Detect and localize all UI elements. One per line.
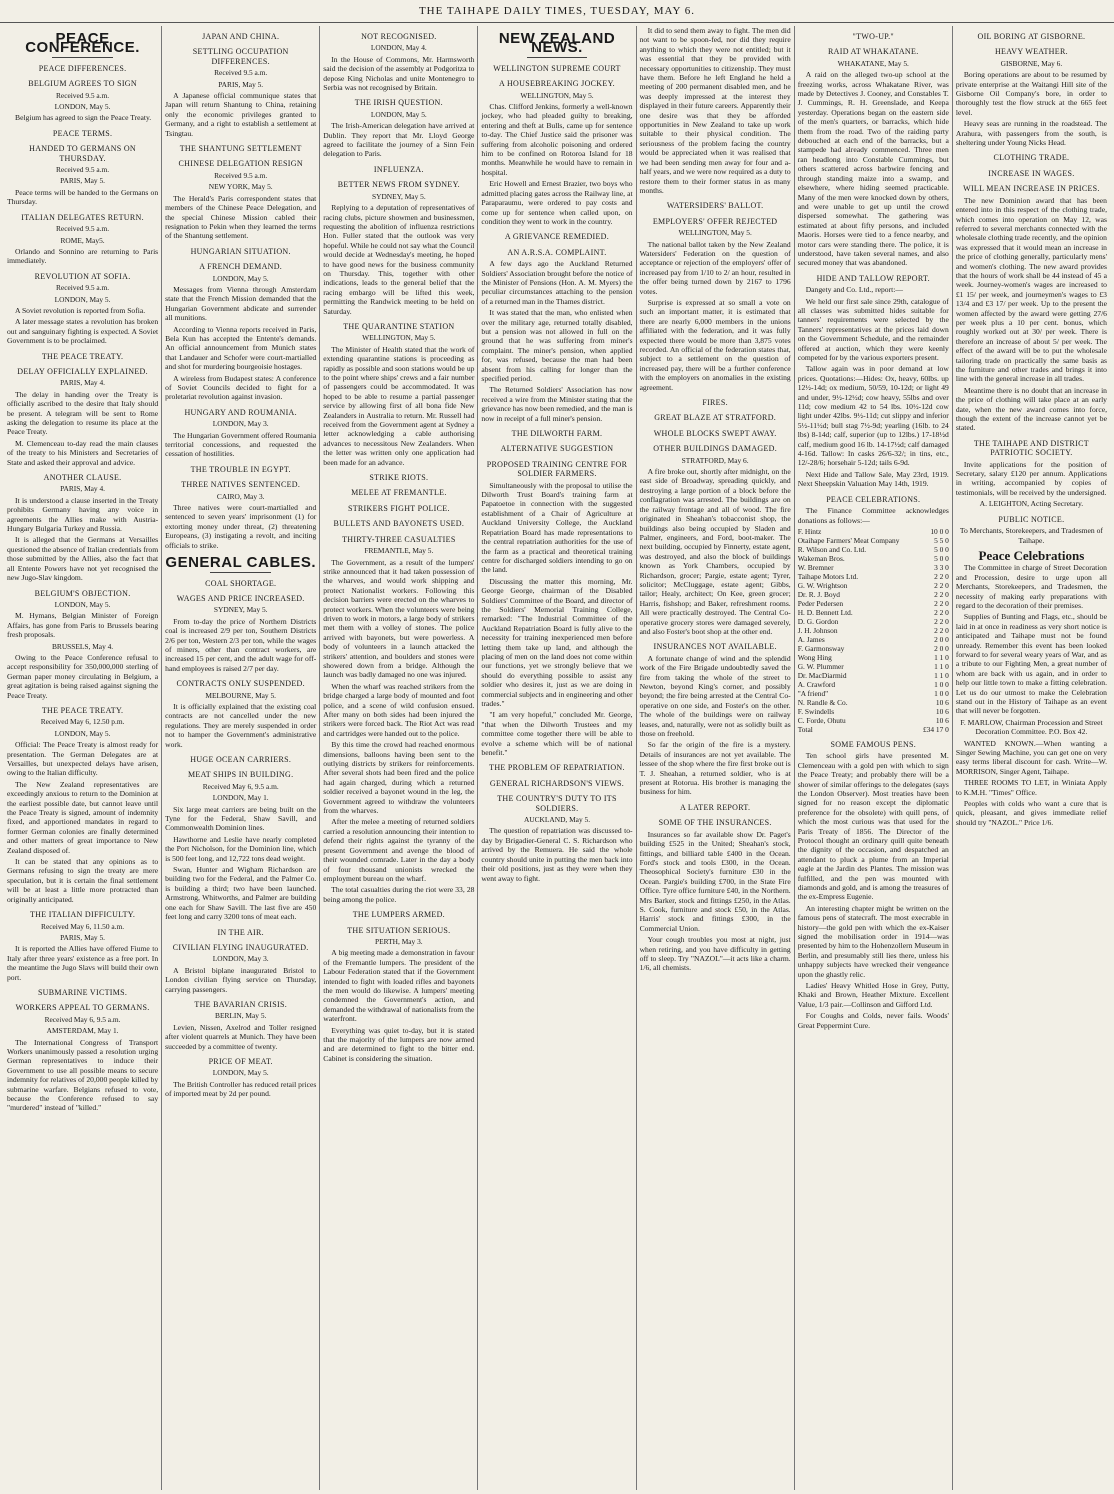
article-headline: GENERAL RICHARDSON'S VIEWS. bbox=[489, 778, 625, 788]
article-headline: HUNGARIAN SITUATION. bbox=[190, 246, 291, 256]
article-paragraph: Ten school girls have presented M. Clemenceau with a gold pen with which to sign the Peace Treaty; and probably there will be a shower of similar offerings to the delegates (says the London Observer). Most treaties have been signed for no reason except the diplomatic preference for the obsolete) with quill pens, of which the most curious was that used for the Paris Treaty of 1856. The Director of the Protocol thought an ordinary quill quite beneath the dignity of the occasion, and despatched an attendant to pluck a plume from an Imperial eagle at the Jardin des Plantes. The mission was fulfilled, and the pen was mounted with diamonds and gold, and is among the treasures of the ex-Empress Eugenie. bbox=[797, 751, 949, 902]
donor-name: N. Randle & Co. bbox=[797, 697, 848, 707]
article-paragraph: Eric Howell and Ernest Brazier, two boys who admitted placing gates across the Railway line, at Paraparaumu, were ordered to pay costs and come up for sentence when called upon, on condition they went to work in the country. bbox=[481, 179, 633, 226]
article-paragraph: Simultaneously with the proposal to utilise the Dilworth Trust Board's training farm at Papatoetoe in connection with the suggested establishment of a Chair of Agriculture at Auckland University College, the Auckland Repatriation Board has made representations to the central repatriation authorities for the use of the farm as a practical and theoretical training centre for discharged soldiers intending to go on the land. bbox=[481, 480, 633, 575]
article-paragraph: A wireless from Budapest states: A conference of Soviet Councils decided to fight for a proletariat revolution against invasion. bbox=[165, 373, 317, 402]
article-paragraph: The Committee in charge of Street Decoration and Procession, desire to urge upon all Merchants, Storekeepers, and Tradesmen, the necessity of making early preparations with regard to the decoration of their premises. bbox=[955, 563, 1107, 610]
table-row bbox=[798, 572, 949, 581]
article-headline: THE ITALIAN DIFFICULTY. bbox=[29, 910, 136, 920]
donor-name: Wakeman Bros. bbox=[797, 553, 845, 563]
article-paragraph: The Hungarian Government offered Roumania territorial concessions, and requested the cessation of hostilities. bbox=[165, 430, 317, 459]
article-paragraph: From to-day the price of Northern Districts coal is increased 2/9 per ton, Southern Districts 2/6 per ton, Western 2/3 per ton, while the wages of miners, other than contract workers, are increased 15 per cent, and the adult wage for off-hand employees is raised 2/7 per day. bbox=[165, 616, 317, 673]
article-headline: SOME FAMOUS PENS. bbox=[830, 739, 917, 749]
article-headline: STRIKERS FIGHT POLICE. bbox=[347, 503, 450, 513]
article-paragraph: Levien, Nissen, Axelrod and Toller resigned after violent quarrels at Munich. They have been succeeded by a committee of twenty. bbox=[165, 1022, 317, 1051]
article-paragraph: M. Clemenceau to-day read the main clauses of the treaty to his Ministers and Secretaries of State and asked their approval and advice. bbox=[7, 438, 159, 467]
dateline: WELLINGTON, May 5. bbox=[362, 333, 436, 343]
article-headline: THIRTY-THREE CASUALTIES bbox=[342, 534, 456, 544]
article-paragraph: Belgium has agreed to sign the Peace Treaty. bbox=[15, 113, 152, 123]
masthead: THE TAIHAPE DAILY TIMES, TUESDAY, MAY 6. bbox=[0, 0, 1114, 23]
dateline: PARIS, May 4. bbox=[60, 378, 106, 388]
donor-name: Peder Pedersen bbox=[797, 598, 844, 608]
article-paragraph: It did to send them away to fight. The men did not want to be spoon-fed, nor did they require anything to which they were not entitled; but it was essential that they be provided with necessary opportunities to citizenship. They must have them. Before he left England he held a meeting of 200 permanent disabled men, and he was deeply impressed at the interest they displayed in their future careers. Apparently their one desire was that they be afforded opportunities in New Zealand to take up work suitable to their physical condition. The seriousness of the problem facing the country would be appreciated when it was realised that we had been sending men away for four and a-half years, and we were now required as a duty to restore them to their former status in as many months. bbox=[639, 26, 791, 195]
dateline: ROME, May5. bbox=[60, 235, 105, 245]
donation-amount: 1 1 0 bbox=[934, 652, 949, 662]
article-headline: WHOLE BLOCKS SWEPT AWAY. bbox=[653, 428, 777, 438]
article-headline: HUGE OCEAN CARRIERS. bbox=[190, 755, 292, 764]
article-paragraph: Meantime there is no doubt that an increase in the price of clothing will take place at an early date, when the new award comes into force, though the extent of the increase cannot yet be stated. bbox=[955, 385, 1107, 433]
article-headline: RAID AT WHAKATANE. bbox=[828, 47, 919, 57]
table-row bbox=[798, 689, 949, 698]
article-paragraph: A fortunate change of wind and the splendid work of the Fire Brigade undoubtedly saved the fire from taking the whole of the street to Newton, beyond King's corner, and possibly beyond; the fire being arrested at the Central Co-operative on one side, and Foster's on the other. The whole of the buildings were on railway leases, and, naturally, were not as solidly built as those on freehold. bbox=[639, 653, 791, 739]
dateline: LONDON, May 5. bbox=[370, 109, 427, 119]
article-headline: WELLINGTON SUPREME COURT bbox=[493, 63, 621, 73]
donation-amount: 2 2 0 bbox=[934, 571, 949, 581]
article-paragraph: When the wharf was reached strikers from the bridge charged a large body of mounted and foot police, and a scene of wild confusion ensued. After many on both sides had been injured the strikers were forced back. The Riot Act was read and cartridges were handed out to the police. bbox=[323, 681, 475, 738]
dateline: Received May 6, 12.50 p.m. bbox=[40, 717, 125, 727]
table-row bbox=[798, 707, 949, 716]
notice-text: F. MARLOW, Chairman Procession and Street Decoration Committee. P.O. Box 42. bbox=[960, 717, 1103, 737]
article-paragraph: It is reported the Allies have offered Fiume to Italy after three years' existence as a free port. In the meantime the Jugo Slavs will build their own port. bbox=[7, 944, 159, 982]
table-row bbox=[798, 536, 949, 545]
article-headline: CONTRACTS ONLY SUSPENDED. bbox=[176, 679, 305, 689]
dateline: LONDON, May 5. bbox=[54, 728, 111, 738]
article-paragraph: It is alleged that the Germans at Versailles questioned the absence of Italian credentials from those submitted by the Allies, also the fact that all Entente Powers have not yet recognised the new Jugo-Slav kingdom. bbox=[7, 535, 159, 583]
article-headline: PEACE DIFFERENCES. bbox=[38, 63, 127, 73]
article-paragraph: It can be stated that any opinions as to Germans refusing to sign the treaty are mere speculation, but it is certain the final settlement will be at least a little more protracted than originally anticipated. bbox=[7, 857, 159, 904]
donation-amount: 2 2 0 bbox=[934, 616, 949, 626]
article-paragraph: Orlando and Sonnino are returning to Paris immediately. bbox=[7, 246, 159, 266]
article-paragraph: A big meeting made a demonstration in favour of the Fremantle lumpers. The president of the Labour Federation stated that if the Government intended to fight with loaded rifles and bayonets the men would do likewise. A lumpers' meeting condemned the Government's action, and demanded the withdrawal of nationalists from the waterfront. bbox=[323, 948, 475, 1024]
article-paragraph: A fire broke out, shortly after midnight, on the east side of Broadway, spreading quickly, and destroying a large portion of a block before the conflagration was arrested. The buildings are on the railway frontage and all of wood. The fire originated in Sheahan's tobacconist shop, the buildings also being occupied by Sladen and Palmer, engineers, and Ford, boot-maker. The next building, occupied by Finnerty, estate agent, was destroyed, and also the block of buildings known as York Chambers, occupied by Richardson, grocer; Pargie, estate agent; Tyrer, solicitor; McCluggage, estate agent; Gibbs, tailor; Healy, architect; On Kee, green grocer; Harris, fishshop; and Baker, refreshment rooms. All were practically destroyed. The Central Co-operative grocery stores were damaged severely, and also Foster's boot shop at the other end. bbox=[639, 467, 791, 636]
dateline: WELLINGTON, May 5. bbox=[678, 228, 752, 238]
section-masthead-heading: PEACE CONFERENCE. bbox=[25, 30, 140, 57]
dateline: LONDON, May 5. bbox=[54, 102, 111, 112]
article-headline: THE DILWORTH FARM. bbox=[511, 429, 603, 439]
donation-amount: 1 0 0 bbox=[934, 688, 949, 698]
article-headline: STRIKE RIOTS. bbox=[369, 473, 429, 483]
article-headline: IN THE AIR. bbox=[217, 927, 264, 937]
article-headline: OTHER BUILDINGS DAMAGED. bbox=[653, 444, 778, 454]
dateline: AMSTERDAM, May 1. bbox=[46, 1026, 119, 1036]
article-headline: THE SHANTUNG SETTLEMENT bbox=[179, 144, 302, 154]
divider bbox=[527, 57, 587, 58]
donation-amount: 3 3 0 bbox=[934, 562, 949, 572]
article-paragraph: Dangety and Co. Ltd., report:— bbox=[805, 285, 903, 295]
table-row bbox=[798, 671, 949, 680]
article-headline: MELEE AT FREMANTLE. bbox=[351, 488, 447, 498]
notice-text: A. LEIGHTON, Acting Secretary. bbox=[979, 499, 1084, 509]
donation-amount: 2 2 0 bbox=[934, 589, 949, 599]
article-headline: A FRENCH DEMAND. bbox=[199, 262, 283, 272]
article-headline: FIRES. bbox=[702, 398, 728, 408]
article-headline: THREE NATIVES SENTENCED. bbox=[181, 480, 301, 490]
article-headline: PEACE TERMS. bbox=[52, 128, 113, 138]
divider bbox=[52, 57, 112, 58]
article-paragraph: Your cough troubles you most at night, just when retiring, and you have difficulty in getting off to sleep. Try "NAZOL"—it acts like a charm. 1/6, all chemists. bbox=[639, 935, 791, 973]
article-headline: THE BAVARIAN CRISIS. bbox=[194, 999, 288, 1009]
article-headline: WATERSIDERS' BALLOT. bbox=[666, 201, 764, 211]
dateline: LONDON, May 5. bbox=[54, 294, 111, 304]
article-headline: BULLETS AND BAYONETS USED. bbox=[333, 519, 465, 529]
dateline: Received May 6, 11.50 a.m. bbox=[41, 921, 125, 931]
donation-amount: 2 2 0 bbox=[934, 580, 949, 590]
column-1 bbox=[4, 26, 162, 1490]
table-row bbox=[798, 617, 949, 626]
article-headline: THE TAIHAPE AND DISTRICT PATRIOTIC SOCIETY. bbox=[973, 438, 1089, 458]
donation-amount: 5 0 0 bbox=[934, 544, 949, 554]
donor-name: Dr. MacDiarmid bbox=[797, 670, 847, 680]
article-paragraph: We held our first sale since 29th, catalogue of all classes was submitted hides suitable for tanners' requirements were selected by the Tanners' representatives at the prices laid down on the Government Schedule, and the remainder offered at auction, which they were keenly competed for by the various exporters present. bbox=[797, 296, 949, 362]
table-row bbox=[798, 590, 949, 599]
article-paragraph: A Japanese official communique states that Japan will return Shantung to China, retaining only the economic privileges granted to Germany, and a right to establish a settlement at Tsingtau. bbox=[165, 91, 317, 138]
article-headline: "TWO-UP." bbox=[852, 32, 894, 41]
article-headline: ITALIAN DELEGATES RETURN. bbox=[21, 212, 144, 222]
advert-title: Peace Celebrations bbox=[978, 547, 1085, 563]
article-paragraph: Invite applications for the position of Secretary, salary £120 per annum. Applications in writing, accompanied by copies of testimonials, will be received by the undersigned. bbox=[955, 459, 1107, 497]
donation-amount: 2 2 0 bbox=[934, 625, 949, 635]
article-headline: ANOTHER CLAUSE. bbox=[43, 473, 122, 483]
article-headline: WILL MEAN INCREASE IN PRICES. bbox=[963, 184, 1100, 194]
article-headline: NOT RECOGNISED. bbox=[361, 32, 437, 41]
article-headline: THE PEACE TREATY. bbox=[41, 705, 124, 715]
donation-amount: 5 0 0 bbox=[934, 553, 949, 563]
article-paragraph: Peoples with colds who want a cure that is quick, pleasant, and gives immediate relief should try "NAZOL." Price 1/6. bbox=[955, 799, 1107, 827]
article-paragraph: A Bristol biplane inaugurated Bristol to London civilian flying service on Thursday, carrying passengers. bbox=[165, 965, 317, 994]
article-headline: MEAT SHIPS IN BUILDING. bbox=[187, 770, 294, 780]
article-headline: INCREASE IN WAGES. bbox=[988, 168, 1075, 178]
donor-name: J. H. Johnson bbox=[797, 625, 838, 635]
dateline: BERLIN, May 5. bbox=[215, 1011, 267, 1021]
article-paragraph: Ladies' Heavy Whitled Hose in Grey, Putty, Khaki and Brown, Heather Mixture. Excellent Value, 1/3 pair.—Collinson and Gifford Ltd. bbox=[797, 981, 949, 1009]
article-paragraph: The Finance Committee acknowledges donations as follows:— bbox=[797, 506, 949, 525]
article-paragraph: Peace terms will be handed to the Germans on Thursday. bbox=[7, 187, 159, 207]
article-headline: WAGES AND PRICE INCREASED. bbox=[176, 593, 305, 603]
donor-name: Wong Hing bbox=[797, 652, 832, 662]
article-headline: HEAVY WEATHER. bbox=[994, 47, 1068, 57]
article-headline: ALTERNATIVE SUGGESTION bbox=[500, 444, 614, 454]
dateline: MELBOURNE, May 5. bbox=[205, 690, 277, 700]
article-paragraph: Owing to the Peace Conference refusal to accept responsibility for 350,000,000 sterling of German paper money circulating in Belgium, a great agitation is being raised against signing the Peace Treaty. bbox=[7, 652, 159, 700]
donor-name: G. W. Wrightson bbox=[797, 580, 848, 590]
article-paragraph: The new Dominion award that has been entered into in this respect of the clothing trade, which comes into operation on May 12, was referred to several merchants connected with the wholesale clothing trade recently, and the opinion was expressed that it would mean an increase in the price of clothing generally, particularly mens' and women's clothing. The new award provides that the hours of work shall be 44 instead of 45 a week. Journey-women's wages are increased to £1 15/ per week, and journeymen's wages to £3 13/4 and £3 17/ per week. Up to the present the women affected by the award were getting 27/6 per week plus a 10 per cent. bonus, which roughly worked out at 30/ per week. There is therefore an increase of about 5/ per week. The effect of the award will be to put the wholesale tailoring trade on practically the same basis as the furniture and other trades and brings it into line with the general increase in all trades. bbox=[955, 195, 1107, 384]
article-headline: DELAY OFFICIALLY EXPLAINED. bbox=[17, 366, 148, 376]
dateline: LONDON, May 1. bbox=[212, 793, 269, 803]
article-paragraph: A few days ago the Auckland Returned Soldiers' Association brought before the notice of the Minister of Pensions (Hon. A. M. Myers) the peculiar circumstances attaching to the pension of a returned man in the Thames district. bbox=[481, 259, 633, 306]
table-row bbox=[798, 698, 949, 707]
dateline: Received 9.5 a.m. bbox=[55, 283, 110, 293]
article-paragraph: A raid on the alleged two-up school at the freezing works, across Whakatane River, was made by Detectives J. Cooney, and Constables T. J. Cummings, R. H. Greenslade, and Keepa yesterday. Operations began on the eastern side of the men's quarters, or barracks, which hide them from the road. Two of the raiding party debouched at each end of the barracks, but a stampede had already commenced. Three men ran headlong into Constable Cummings, but others scattered across barbwire fencing and through standing maize into a swamp, and elsewhere, where hiding seemed practicable. Many of the men were knocked down by others, and were unable to get up until the crowd dispersed somewhat. The gathering was estimated at about fifty persons, and included Maoris. Horses were tied to a fence nearby, and motor cars were standing there. The police, it is understood, have taken several names, and also secured money that was abandoned. bbox=[797, 70, 949, 268]
article-headline: GREAT BLAZE AT STRATFORD. bbox=[654, 413, 777, 423]
article-headline: HUNGARY AND ROUMANIA. bbox=[184, 407, 297, 417]
article-paragraph: According to Vienna reports received in Paris, Bela Kun has accepted the Entente's demands. An official announcement from Munich states that Landauer and Schofer were court-martialled and shot for murdering bourgeoisie hostages. bbox=[165, 324, 317, 372]
article-paragraph: The delay in handing over the Treaty is officially ascribed to the desire that Italy should be present. A telegram will be sent to Rome asking the delegation to resume its place at the Peace Treaty. bbox=[7, 389, 159, 437]
article-headline: AN A.R.S.A. COMPLAINT. bbox=[507, 247, 607, 257]
table-row bbox=[798, 545, 949, 554]
table-row bbox=[798, 581, 949, 590]
donation-amount: 1 0 0 bbox=[934, 679, 949, 689]
article-paragraph: Next Hide and Tallow Sale, May 23rd, 1919. Next Sheepskin Valuation May 14th, 1919. bbox=[797, 469, 949, 489]
article-paragraph: The Herald's Paris correspondent states that members of the Chinese Peace Delegation, and the special Chinese Mission cabled their resignation to Pekin when they learned the terms of the Shantung settlement. bbox=[165, 193, 317, 241]
donation-amount: £34 17 0 bbox=[922, 724, 949, 734]
article-headline: INSURANCES NOT AVAILABLE. bbox=[653, 642, 777, 652]
notice-text: To Merchants, Storekeepers, and Tradesmen of Taihape. bbox=[959, 526, 1103, 545]
article-headline: THE TROUBLE IN EGYPT. bbox=[190, 464, 291, 474]
article-paragraph: Tallow again was in poor demand at low prices. Quotations:—Hides: Ox, heavy, 60lbs. up 12½-14d; ox medium, 50/59, 10-12d; or light 49 and under, 9½-12½d; cow heavy, 55lbs and over 11d; cow medium 42 to 54 lbs. 10½-12d cow light under 42lbs. 9½-11d; cut slippy and inferior 5½-11½d; bull stag 7½-9d; yearling (16lb. to 24 lbs) 8-14d; calf, superior (up to 12lbs.) 17-18½d calf, medium good 16 lb. 14-17½d; calf damaged 4-16d. Tallow: In casks 26/6-32/; in tins, etc., 12/-28/6; horsehair 5-12d; tails 6-9d. bbox=[797, 364, 949, 468]
dateline: LONDON, May 4. bbox=[370, 43, 427, 53]
dateline: Received May 6, 9.5 a.m. bbox=[202, 781, 279, 791]
table-row bbox=[798, 725, 949, 734]
dateline: PARIS, May 5. bbox=[60, 932, 106, 942]
donation-amount: 1 1 0 bbox=[934, 661, 949, 671]
dateline: CAIRO, May 3. bbox=[216, 491, 265, 501]
article-paragraph: It is officially explained that the existing coal contracts are not cancelled under the new regulations. They are merely suspended in order not to hamper the Government's administrative work. bbox=[165, 701, 317, 749]
dateline: LONDON, May 5. bbox=[54, 599, 111, 609]
article-headline: JAPAN AND CHINA. bbox=[202, 32, 280, 41]
donor-name: C. Forde, Ohutu bbox=[797, 715, 846, 725]
column-7 bbox=[953, 26, 1110, 1490]
donor-name: D. G. Gordon bbox=[797, 616, 839, 626]
article-headline: WORKERS APPEAL TO GERMANS. bbox=[15, 1003, 150, 1013]
donation-amount: 2 2 0 bbox=[934, 607, 949, 617]
article-paragraph: WANTED KNOWN.—When wanting a Singer Sewing Machine, you can get one on very easy terms liberal discount for cash. Write—W. MORRISON, Singer Agent, Taihape. bbox=[955, 738, 1107, 776]
article-headline: THE IRISH QUESTION. bbox=[354, 98, 443, 108]
article-headline: CHINESE DELEGATION RESIGN bbox=[178, 159, 303, 169]
table-row bbox=[798, 644, 949, 653]
article-paragraph: It was stated that the man, who enlisted when over the military age, returned totally disabled, but a pension was not allowed in full on the ground that he was suffering from miner's complaint. The miner's pension, when applied for, was refused, because the man had been absent from his calling for longer than the specified period. bbox=[481, 308, 633, 383]
donor-name: Taihape Motors Ltd. bbox=[797, 571, 859, 581]
article-headline: PEACE CELEBRATIONS. bbox=[826, 494, 921, 504]
article-headline: SETTLING OCCUPATION DIFFERENCES. bbox=[192, 47, 289, 66]
section-masthead-heading: NEW ZEALAND NEWS. bbox=[498, 30, 616, 57]
article-headline: CLOTHING TRADE. bbox=[993, 153, 1070, 163]
article-paragraph: The International Congress of Transport Workers unanimously passed a resolution urging German representatives to induce their Government to use all possible means to secure indemnity for relatives of 20,000 people killed by submarine warfare. Belgians refused to vote, because the Conference refused to say "murdered" instead of "killed." bbox=[7, 1037, 159, 1113]
article-paragraph: An interesting chapter might be written on the famous pens of statecraft. The most execrable in history—the gold pen with which the ex-Kaiser signed the mobilisation order in 1914—was presented by him to the Hohenzollern Museum in Berlin, and presumably still lies there, unless his unhappy subjects have wrecked their vengeance upon the ghastly relic. bbox=[797, 903, 949, 979]
article-headline: THE PEACE TREATY. bbox=[41, 351, 124, 361]
column-2 bbox=[162, 26, 320, 1490]
article-paragraph: The total casualties during the riot were 33, 28 being among the police. bbox=[323, 885, 475, 904]
donor-name: Total bbox=[797, 724, 813, 734]
donor-name: A. James bbox=[797, 634, 825, 644]
article-headline: BELGIUM AGREES TO SIGN bbox=[28, 79, 137, 89]
table-row bbox=[798, 716, 949, 725]
donation-amount: 2 2 0 bbox=[934, 598, 949, 608]
article-paragraph: Boring operations are about to be resumed by private enterprise at the Waitangi Hill site of the Gisborne Oil Company's bore, in order to thoroughly test the flow struck at the 665 feet level. bbox=[955, 70, 1107, 117]
dateline: SYDNEY, May 5. bbox=[213, 605, 268, 615]
dateline: PARIS, May 4. bbox=[60, 484, 106, 494]
article-paragraph: The New Zealand representatives are exceedingly anxious to return to the Dominion at the earliest possible date, but cannot leave until the Peace Treaty is signed, amount of indemnity fixed, and apportioned mandates in regard to former German colonies are finally determined and other matters of great importance to New Zealand disposed of. bbox=[7, 779, 159, 855]
article-headline: PUBLIC NOTICE. bbox=[998, 514, 1065, 524]
article-headline: BELGIUM'S OBJECTION. bbox=[34, 588, 131, 598]
donor-name: W. Bremner bbox=[797, 562, 834, 572]
donation-amount: 10 6 bbox=[935, 715, 949, 725]
donor-name: A. Crawford bbox=[797, 679, 836, 689]
article-paragraph: The Returned Soldiers' Association has now received a wire from the Minister stating that the grievance has now been remedied, and the man is now in receipt of a full miner's pension. bbox=[481, 385, 633, 423]
article-paragraph: The British Controller has reduced retail prices of imported meat by 2d per pound. bbox=[165, 1079, 317, 1099]
article-paragraph: Replying to a deputation of representatives of racing clubs, picture showmen and businessmen, requesting the abolition of influenza restrictions Hon. Fuller stated that the outlook was very hopeful. While he could not say what the Council would decide at Wednesday's meeting, he hoped to have good news for the business community on Thursday. This, together with other indications, leads to the general belief that the racing embargo will be lifted this week, permitting the Randwick meeting to be held on Saturday. bbox=[323, 203, 475, 316]
article-paragraph: Everything was quiet to-day, but it is stated that the majority of the lumpers are now armed and are determined to fight to the bitter end. Cabinet is considering the situation. bbox=[323, 1025, 475, 1063]
dateline: LONDON, May 3. bbox=[212, 419, 269, 429]
article-headline: CIVILIAN FLYING INAUGURATED. bbox=[172, 942, 309, 952]
article-paragraph: By this time the crowd had reached enormous dimensions, balloons having been sent to the outlying districts by strikers for reinforcements. After several shots had been fired and the police had again charged, during which a returned soldier received a bayonet wound in the leg, the Government agreed to withdraw the volunteers from the wharves. bbox=[323, 740, 475, 816]
article-headline: EMPLOYERS' OFFER REJECTED bbox=[652, 216, 778, 226]
article-paragraph: The Irish-American delegation have arrived at Dublin. They report that Mr. Lloyd George agreed to facilitate the journey of a Sinn Fein delegation to Paris. bbox=[323, 121, 475, 159]
table-row bbox=[798, 599, 949, 608]
column-3 bbox=[320, 26, 478, 1490]
donation-amount: 2 0 0 bbox=[934, 643, 949, 653]
article-headline: THE SITUATION SERIOUS. bbox=[347, 925, 451, 935]
article-paragraph: After the melee a meeting of returned soldiers carried a resolution announcing their intention to defend their rights against the tyranny of the present Government and avenge the blood of their wounded comrade. Later in the day a body of four thousand unionists wrecked the employment bureau on the wharf. bbox=[323, 817, 475, 883]
article-headline: HANDED TO GERMANS ON THURSDAY. bbox=[29, 144, 136, 163]
article-headline: SUBMARINE VICTIMS. bbox=[37, 987, 128, 997]
article-headline: THE COUNTRY'S DUTY TO ITS SOLDIERS. bbox=[497, 794, 617, 813]
dateline: PARIS, May 5. bbox=[60, 176, 106, 186]
article-paragraph: For Coughs and Colds, never fails. Woods' Great Peppermint Cure. bbox=[797, 1011, 949, 1030]
donor-name: Dr. R. J. Boyd bbox=[797, 589, 841, 599]
article-headline: COAL SHORTAGE. bbox=[205, 578, 277, 588]
donation-amount: 10 6 bbox=[935, 706, 949, 716]
dateline: GISBORNE, May 6. bbox=[1000, 58, 1063, 68]
article-paragraph: The national ballot taken by the New Zealand Watersiders' Federation on the question of acceptance or rejection of the employers' offer of increased pay from 1/10 to 2/ an hour, resulted in the offer being turned down by 2167 to 1796 votes. bbox=[639, 239, 791, 296]
dateline: STRATFORD, May 6. bbox=[681, 455, 749, 465]
article-headline: OIL BORING AT GISBORNE. bbox=[977, 32, 1086, 41]
article-headline: REVOLUTION AT SOFIA. bbox=[34, 271, 131, 281]
dateline: Received 9.5 a.m. bbox=[55, 165, 110, 175]
donation-amount: 5 5 0 bbox=[934, 535, 949, 545]
article-paragraph: In the House of Commons, Mr. Harmsworth said the decision of the assembly at Podgoritza to depose King Nicholas and unite Montenegro to Serbia was not recognised by Britain. bbox=[323, 54, 475, 93]
dateline: Received 9.5 a.m. bbox=[214, 68, 268, 78]
divider bbox=[210, 572, 270, 573]
dateline: Received 9.5 a.m. bbox=[55, 224, 110, 234]
donor-name: G. W. Plummer bbox=[797, 661, 844, 671]
article-headline: INFLUENZA. bbox=[373, 164, 424, 174]
article-paragraph: Heavy seas are running in the roadstead. The Arahura, with passengers from the south, is sheltering under Young Nicks Head. bbox=[955, 119, 1107, 148]
dateline: PARIS, May 5. bbox=[218, 79, 264, 89]
article-paragraph: Insurances so far available show Dr. Paget's building £525 in the United; Sheahan's stock, fittings, and billiard table £400 in the Ocean. Ford's stock and tools £300, in the Ocean. Theosophical Society's furniture £30 in the Ocean. Pargie's building £700, in the State Fire Office. Tyre office furniture £40, in the Northern. Mrs Barker, stock and fittings £250, in the Atlas. S. Cook, furniture and stock £50, in the Atlas. Harris' stock and fittings £300, in the Commercial Union. bbox=[639, 829, 791, 933]
table-row bbox=[798, 662, 949, 671]
donation-amount: 10 6 bbox=[935, 697, 949, 707]
article-paragraph: Hawthorne and Leslie have nearly completed the Port Nicholson, for the Dominion line, which is 500 feet long, and 12,722 tons dead weight. bbox=[165, 834, 317, 863]
table-row bbox=[798, 635, 949, 644]
dateline: LONDON, May 5. bbox=[212, 273, 269, 283]
article-headline: HIDE AND TALLOW REPORT. bbox=[816, 273, 930, 283]
article-headline: THE LUMPERS ARMED. bbox=[352, 910, 445, 920]
donor-name: R. Wilson and Co. Ltd. bbox=[797, 544, 867, 554]
donor-name: H. D. Bennett Ltd. bbox=[797, 607, 853, 617]
dateline: FREMANTLE, May 5. bbox=[364, 546, 434, 556]
article-paragraph: Chas. Clifford Jenkins, formerly a well-known jockey, who had pleaded guilty to breaking, entering and theft at Bulls, came up for sentence to-day. The Chief Justice said the prisoner was suffering from alcoholic poisoning and ordered him to be confined on Rotoroa Island for 18 months. Meanwhile he would have to remain in hospital. bbox=[481, 102, 633, 177]
article-paragraph: The question of repatriation was discussed to-day by Brigadier-General C. S. Richardson who arrived by the Remuera. He said the whole country should unite in putting the men back into their old positions, just as they were when they went away to fight. bbox=[481, 826, 633, 883]
donation-amount: 2 0 0 bbox=[934, 634, 949, 644]
dateline: Received 9.5 a.m. bbox=[55, 90, 110, 100]
dateline: Received May 6, 9.5 a.m. bbox=[44, 1014, 121, 1024]
article-paragraph: Official: The Peace Treaty is almost ready for presentation. The German Delegates are at Versailles, but unexpected delays have arisen, owing to the Italian difficulty. bbox=[7, 740, 159, 778]
dateline: PERTH, May 3. bbox=[375, 936, 423, 946]
article-headline: THE QUARANTINE STATION bbox=[343, 321, 455, 331]
article-paragraph: Swan, Hunter and Wigham Richardson are building two for the Federal, and the Palmer Co. is building a third; two have been launched. Armstrong, Whitworths, and Palmer are building one each for Shaw Savill. The last five are 450 feet long and carry 3200 tons of meat each. bbox=[165, 865, 317, 922]
article-headline: A GRIEVANCE REMEDIED. bbox=[504, 232, 610, 242]
article-paragraph: THREE ROOMS TO LET, in Winiata Apply to K.M.H. "Times" Office. bbox=[955, 778, 1107, 797]
table-row bbox=[798, 626, 949, 635]
dateline: AUCKLAND, May 5. bbox=[523, 815, 591, 825]
donation-amount: 10 0 0 bbox=[930, 526, 949, 536]
donor-name: "A friend" bbox=[797, 688, 829, 698]
article-paragraph: The Minister of Health stated that the work of extending quarantine stations is proceeding as rapidly as possible and soon stations would be up to the point where ships' crews and a fair number of passengers could be accommodated. It was hoped to be able to resume a partial passenger service by allowing first of all bona fide New Zealanders in Australia to return. Mr. Russell had received from the Government agent at Sydney a letter acknowledging a cable authorising advances to necessitous New Zealanders. When the letter was written only one application had been made for an advance. bbox=[323, 344, 475, 467]
table-row bbox=[798, 527, 949, 536]
dateline: BRUSSELS, May 4. bbox=[51, 641, 114, 651]
article-paragraph: The Government, as a result of the lumpers' strike announced that it had taken possession of the wharves, and would work shipping and protect Nationalist workers. Following this decision barriers were erected on the wharves to protect workers. When the volunteers were being driven to work in motors, a large body of strikers met them with a volley of stones. The police arrived with bayonets, but were powerless. A body of volunteers in a launch attacked the strikers' attention, and boulders and stones were showered down from a bridge. Although the launch was badly damaged no one was injured. bbox=[323, 557, 475, 680]
article-paragraph: A later message states a revolution has broken out and sanguinary fighting is expected. A Soviet Government is to be proclaimed. bbox=[7, 317, 159, 346]
article-paragraph: Messages from Vienna through Amsterdam state that the French Mission demanded that the Hungarian Government abdicate and surrender all munitions. bbox=[165, 284, 317, 323]
article-paragraph: A Soviet revolution is reported from Sofia. bbox=[15, 305, 146, 315]
article-headline: PROPOSED TRAINING CENTRE FOR SOLDIER FARMERS. bbox=[486, 459, 628, 479]
dateline: WHAKATANE, May 5. bbox=[837, 58, 909, 68]
table-row bbox=[798, 563, 949, 572]
dateline: LONDON, May 3. bbox=[212, 954, 269, 964]
donor-name: Otaihape Farmers' Meat Company bbox=[797, 535, 900, 545]
article-headline: BETTER NEWS FROM SYDNEY. bbox=[337, 180, 460, 190]
donor-name: F. Garmonsway bbox=[797, 643, 845, 653]
dateline: SYDNEY, May 5. bbox=[372, 191, 426, 201]
article-paragraph: Six large meat carriers are being built on the Tyne for the Federal, Shaw Savill, and Commonwealth Dominion lines. bbox=[165, 804, 317, 833]
column-5 bbox=[637, 26, 795, 1490]
article-headline: THE PROBLEM OF REPATRIATION. bbox=[489, 763, 625, 773]
article-paragraph: "I am very hopeful," concluded Mr. George, "that when the Dilworth Trustees and my committee come together there will be able to evolve a scheme which will be of national benefit." bbox=[481, 710, 633, 758]
section-masthead-heading: GENERAL CABLES. bbox=[165, 554, 316, 572]
article-headline: A HOUSEBREAKING JOCKEY. bbox=[499, 79, 615, 89]
donation-amount: 1 1 0 bbox=[934, 670, 949, 680]
article-paragraph: Discussing the matter this morning, Mr. George George, chairman of the Disabled Soldiers' Committee of the Board, and director of the Soldiers' Memorial Training College, remarked: "The Industrial Committee of the Auckland Repatriation Board is fully alive to the necessity for training inexperienced men before letting them take up land, and although the placing of men on the land does not come within our functions, yet we strongly believe that we should do everything possible to assist any soldier who desires it, just as we are doing in commercial subjects and in engineering and other trades." bbox=[481, 576, 633, 708]
table-row bbox=[798, 608, 949, 617]
article-paragraph: M. Hymans, Belgian Minister of Foreign Affairs, has gone from Paris to Brussels bearing fresh proposals. bbox=[7, 611, 159, 640]
dateline: WELLINGTON, May 5. bbox=[520, 90, 594, 100]
donor-name: F. Swindells bbox=[797, 706, 835, 716]
article-paragraph: So far the origin of the fire is a mystery. Details of insurances are not yet available. The lessee of the shop where the fire first broke out is T. J. Sheahan, a returned soldier, who is at present at Rotorua. His brother is managing the business for him. bbox=[639, 740, 791, 797]
article-paragraph: Supplies of Bunting and Flags, etc., should be laid in at once in readiness as very short notice is anticipated and Taihape must not be found unready. Remember this event has been looked forward to for several weary years of War, and as a tribute to our Fighting Men, a great number of whom are back with us again, and in order to help our little town to make a fitting celebration. Let us do our utmost to make the Celebration stand out in the History of Taihape as an event that will never be forgotten. bbox=[955, 612, 1107, 716]
article-paragraph: Surprise is expressed at so small a vote on such an important matter, it is estimated that there are nearly 6,000 members in the unions affiliated with the federation, and it was fully expected there would be more than 3,875 votes recorded. An official of the federation states that, subject to a settlement on the question of increased pay, there will be a further conference with the employers on anomalies in the existing agreement. bbox=[639, 297, 791, 392]
dateline: NEW YORK, May 5. bbox=[208, 182, 273, 192]
donations-table bbox=[798, 527, 949, 734]
article-headline: SOME OF THE INSURANCES. bbox=[658, 818, 772, 828]
article-paragraph: Three natives were court-martialled and sentenced to seven years' imprisonment (1) for extorting money under threat, (2) threatening Europeans, (3) instigating a revolt, and inciting officials to strike. bbox=[165, 503, 317, 550]
column-6 bbox=[795, 26, 953, 1490]
donor-name: F. Hintz bbox=[797, 526, 822, 536]
column-4 bbox=[478, 26, 636, 1490]
dateline: Received 9.5 a.m. bbox=[214, 170, 268, 180]
table-row bbox=[798, 554, 949, 563]
dateline: LONDON, May 5. bbox=[212, 1068, 269, 1078]
article-paragraph: It is understood a clause inserted in the Treaty prohibits Germany having any voice in agreements the Allies make with Austria-Hungary Bulgaria Turkey and Russia. bbox=[7, 495, 159, 534]
newspaper-columns bbox=[4, 26, 1110, 1490]
article-headline: A LATER REPORT. bbox=[679, 802, 751, 812]
table-row bbox=[798, 653, 949, 662]
article-headline: PRICE OF MEAT. bbox=[208, 1056, 273, 1066]
table-row bbox=[798, 680, 949, 689]
